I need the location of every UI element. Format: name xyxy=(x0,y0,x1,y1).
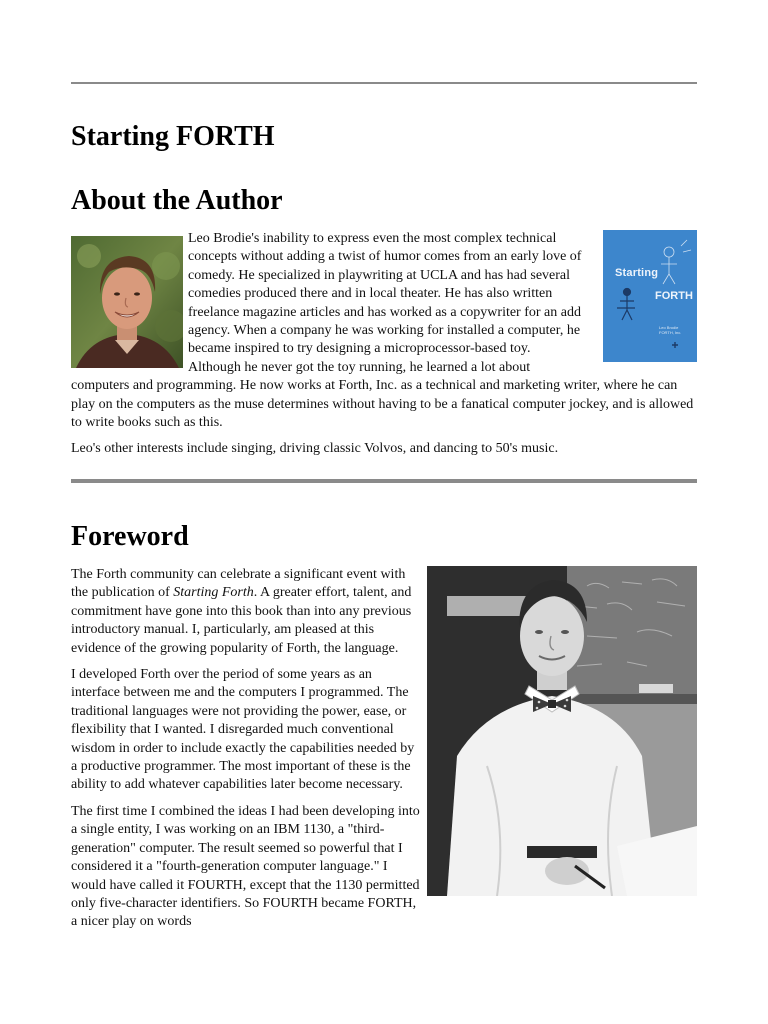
about-author-section xyxy=(71,230,697,459)
section-divider xyxy=(71,479,697,483)
cover-author: Leo Brodie xyxy=(659,325,679,330)
foreword-p1-pre: The Forth community can celebrate a significant event with the publication of xyxy=(71,567,406,601)
cover-title-line1: Starting xyxy=(615,267,659,279)
cover-title-line2: FORTH xyxy=(655,290,693,302)
page-title: Starting FORTH xyxy=(71,121,275,152)
about-author-paragraph-1: Leo Brodie's inability to express even the most complex technical concepts without adding a twist of humor comes from an early love of comedy. He specialized in playwriting at UCLA and has had several comedies produced there and in local theater. He has also written freelance magazine articles and has worked as a copywriter for an add agency. When a company he was working for installed a computer, he became inspired to try designing a microprocessor-based toy. Although he never got the toy running, he learned a lot about computers and programming. He now works at Forth, Inc. as a technical and marketing writer, where he can play on the computers as the muse determines without having to be a fanatical computer jockey, and is allowed to write books such as this. xyxy=(71,231,694,431)
book-cover xyxy=(603,230,697,362)
book-cover-wrap xyxy=(603,230,697,362)
foreword-paragraph-3: The first time I combined the ideas I had been developing into a single entity, I was working on an IBM 1130, a "third-generation" computer. The result seemed so powerful that I considered it a "fourth-generation computer language." I would have called it FOURTH, except that the 1130 permitted only five-character identifiers. So FOURTH became FORTH, a nicer play on words xyxy=(71,803,420,930)
cover-credits xyxy=(659,325,689,335)
foreword-photo-wrap xyxy=(427,566,697,901)
top-divider xyxy=(71,82,697,84)
chuck-moore-photo xyxy=(427,566,697,896)
cover-publisher: FORTH, Inc. xyxy=(659,330,682,335)
about-author-paragraph-2: Leo's other interests include singing, driving classic Volvos, and dancing to 50's music. xyxy=(71,441,559,457)
foreword-paragraph-2: I developed Forth over the period of some years as an interface between me and the computers I programmed. The traditional languages were not providing the power, ease, or flexibility that I wanted. I disregarded much conventional wisdom in order to include exactly the capabilities needed by a productive programmer. The most important of these is the ability to add whatever capabilities later become necessary. xyxy=(71,667,415,793)
about-author-heading: About the Author xyxy=(71,185,283,216)
foreword-p1-book-title: Starting Forth xyxy=(173,585,254,601)
foreword-heading: Foreword xyxy=(71,521,189,552)
author-photo xyxy=(71,236,183,368)
foreword-section xyxy=(71,566,697,932)
paragraph-gap xyxy=(71,432,697,440)
foreword-p1-post: . A greater effort, talent, and commitment have gone into this book than into any previous introductory manual. I, particularly, am pleased at this evidence of the growing popularity of Forth, the language. xyxy=(71,585,412,656)
author-photo-wrap xyxy=(71,230,183,373)
